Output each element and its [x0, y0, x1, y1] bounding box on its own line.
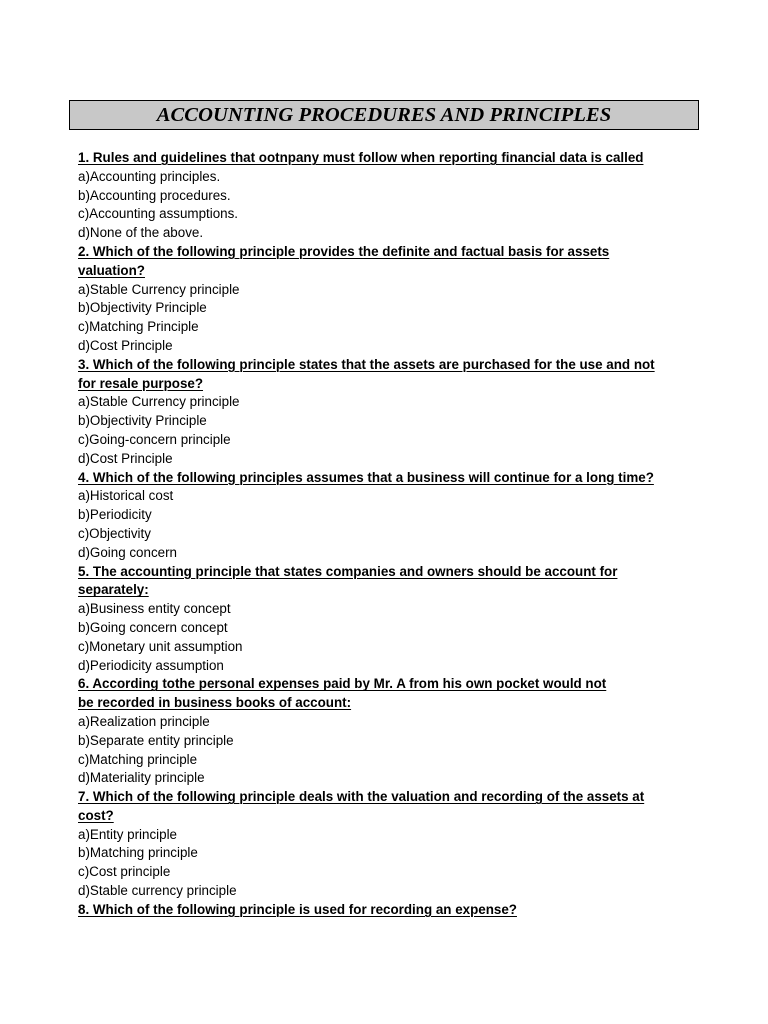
answer-option: b)Going concern concept	[78, 619, 228, 635]
answer-option: c)Going-concern principle	[78, 431, 231, 447]
answer-option: a)Stable Currency principle	[78, 394, 240, 410]
answer-option: d)Cost Principle	[78, 450, 173, 466]
answer-option: b)Objectivity Principle	[78, 300, 207, 316]
answer-option: d)Materiality principle	[78, 770, 205, 786]
question-list	[78, 149, 688, 920]
answer-option: d)Periodicity assumption	[78, 657, 224, 673]
answer-option: c)Matching Principle	[78, 319, 199, 335]
answer-option: b)Periodicity	[78, 507, 152, 523]
answer-option: b)Separate entity principle	[78, 732, 234, 748]
answer-option: d)Cost Principle	[78, 337, 173, 353]
answer-option: d)None of the above.	[78, 225, 204, 241]
question-text: 5. The accounting principle that states companies and owners should be account for	[78, 563, 618, 579]
answer-option: c)Objectivity	[78, 525, 151, 541]
answer-option: a)Historical cost	[78, 488, 174, 504]
answer-option: b)Matching principle	[78, 845, 198, 861]
answer-option: a)Accounting principles.	[78, 168, 221, 184]
answer-option: d)Going concern	[78, 544, 177, 560]
question-text: 2. Which of the following principle provides the definite and factual basis for assets	[78, 243, 610, 259]
answer-option: a)Business entity concept	[78, 601, 231, 617]
question-text: 8. Which of the following principle is used for recording an expense?	[78, 901, 517, 917]
answer-option: c)Cost principle	[78, 864, 171, 880]
question-text: 7. Which of the following principle deals with the valuation and recording of the assets at	[78, 789, 645, 805]
answer-option: a)Entity principle	[78, 826, 177, 842]
question-text: separately:	[78, 582, 149, 598]
answer-option: a)Realization principle	[78, 713, 210, 729]
answer-option: c)Matching principle	[78, 751, 198, 767]
question-text: 1. Rules and guidelines that ootnpany must follow when reporting financial data is called	[78, 150, 644, 165]
question-text: be recorded in business books of account:	[78, 695, 352, 711]
answer-option: a)Stable Currency principle	[78, 281, 240, 297]
answer-option: c)Accounting assumptions.	[78, 206, 239, 222]
question-text: 3. Which of the following principle states that the assets are purchased for the use and not	[78, 356, 655, 372]
answer-option: d)Stable currency principle	[78, 883, 237, 899]
answer-option: b)Objectivity Principle	[78, 413, 207, 429]
document-title: ACCOUNTING PROCEDURES AND PRINCIPLES	[156, 103, 612, 126]
question-text: 6. According tothe personal expenses paid by Mr. A from his own pocket would not	[78, 676, 607, 692]
question-text: 4. Which of the following principles assumes that a business will continue for a long time?	[78, 469, 654, 485]
question-text: for resale purpose?	[78, 375, 204, 391]
question-text: cost?	[78, 807, 114, 823]
answer-option: b)Accounting procedures.	[78, 187, 231, 203]
title-box	[69, 100, 699, 130]
question-text: valuation?	[78, 262, 145, 278]
answer-option: c)Monetary unit assumption	[78, 638, 243, 654]
